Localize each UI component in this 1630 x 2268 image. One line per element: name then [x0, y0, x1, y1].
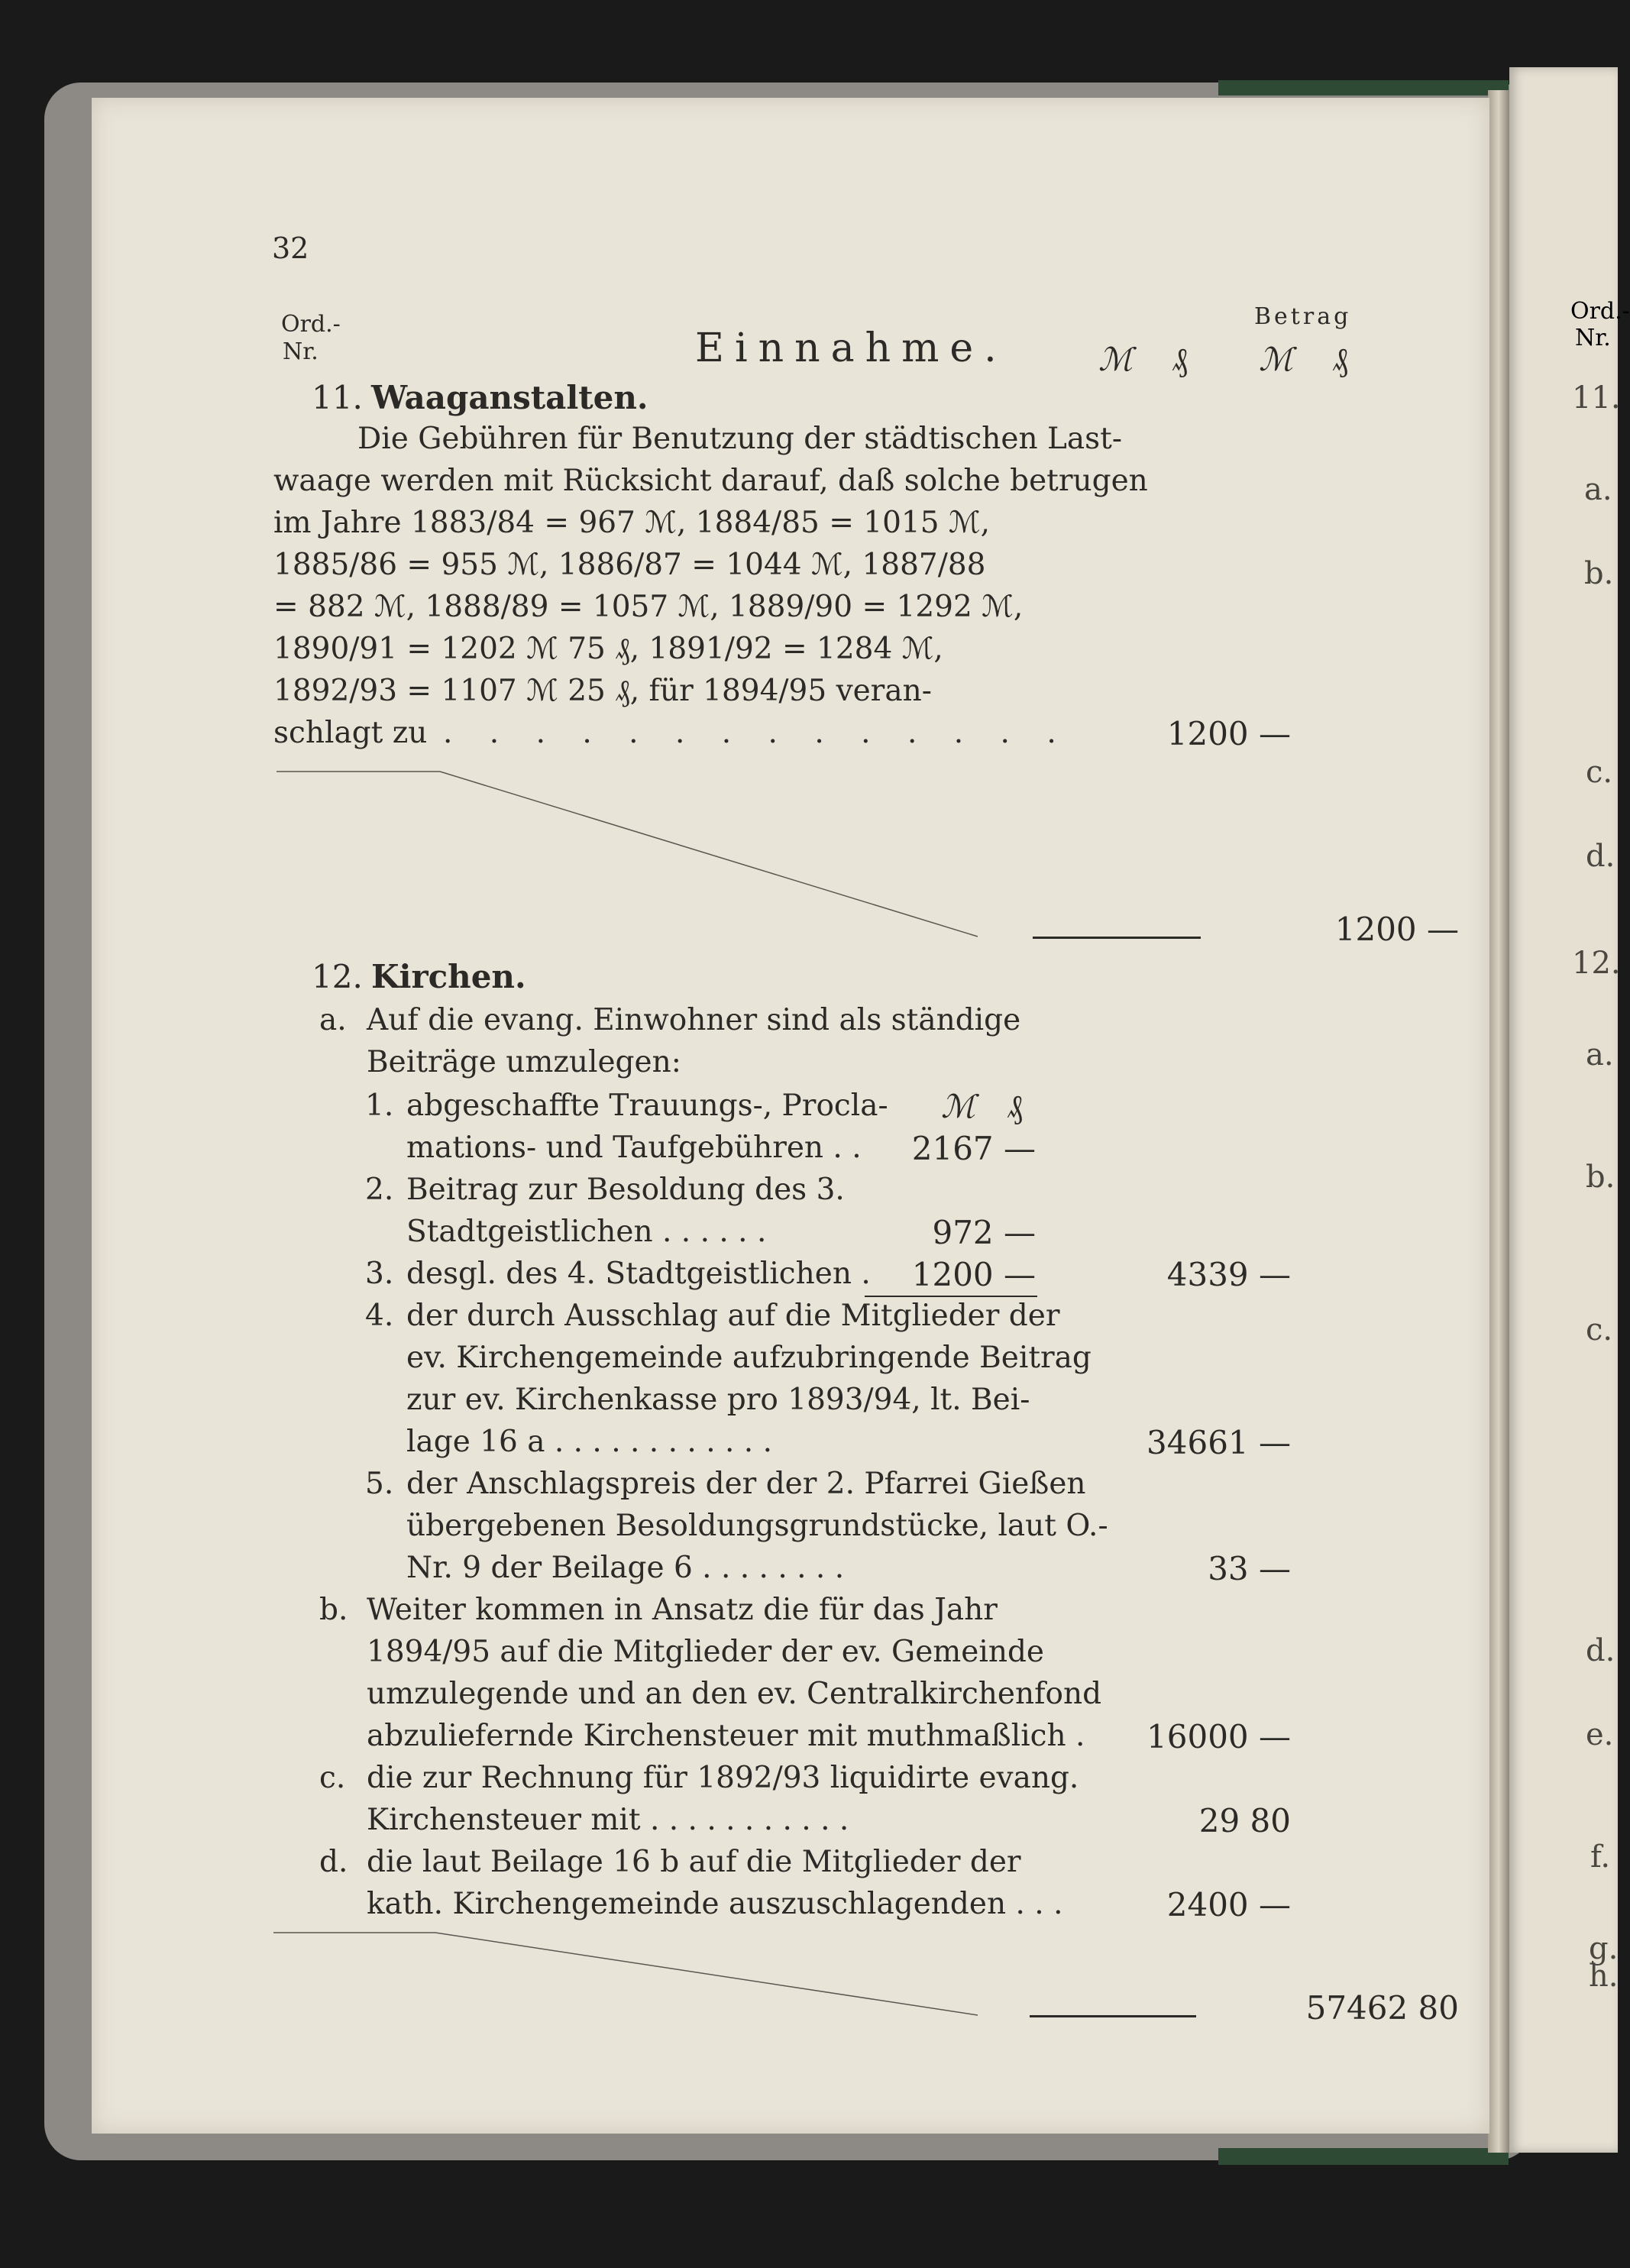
ord-nr-label-line2: Nr. [283, 338, 319, 365]
section-11-line: waage werden mit Rücksicht darauf, daß solche betrugen [273, 464, 1148, 498]
item-b-line: Weiter kommen in Ansatz die für das Jahr [367, 1593, 998, 1627]
section-12-total: 57462 80 [1305, 1989, 1459, 2027]
adjacent-page [1509, 67, 1630, 2153]
binding-cloth-bottom [1218, 2148, 1509, 2165]
next-mark: 11. [1572, 380, 1621, 416]
item-b-line: umzulegende und an den ev. Centralkirchenfond [367, 1677, 1102, 1711]
subitem-5-amount: 33 — [1208, 1550, 1291, 1587]
item-d-line: die laut Beilage 16 b auf die Mitglieder der [367, 1845, 1021, 1879]
book-gutter [1488, 90, 1509, 2153]
subitem-3-line: desgl. des 4. Stadtgeistlichen . [406, 1257, 871, 1291]
next-mark: h. [1589, 1959, 1619, 1994]
next-mark: b. [1586, 1160, 1615, 1195]
subitem-4-number: 4. [365, 1299, 394, 1333]
next-mark: f. [1590, 1839, 1611, 1875]
item-d-label: d. [319, 1845, 348, 1879]
subitem-5-number: 5. [365, 1467, 394, 1501]
item-a-label: a. [319, 1003, 347, 1037]
inner-mark-header: ℳ [941, 1088, 975, 1125]
col-pf-header: ₰ [1172, 341, 1188, 378]
section-11-line: 1890/91 = 1202 ℳ 75 ₰, 1891/92 = 1284 ℳ, [273, 632, 943, 666]
item-a-line: Auf die evang. Einwohner sind als ständige [367, 1003, 1021, 1037]
diagonal-rules [92, 98, 1489, 2134]
next-ord-line2: Nr. [1575, 325, 1611, 351]
subitem-4-amount: 34661 — [1146, 1424, 1291, 1461]
section-11-line: 1892/93 = 1107 ℳ 25 ₰, für 1894/95 veran- [273, 674, 932, 708]
next-mark: b. [1584, 556, 1614, 591]
subitem-4-line: zur ev. Kirchenkasse pro 1893/94, lt. Bei- [406, 1383, 1030, 1417]
subitem-4-line: der durch Ausschlag auf die Mitglieder der [406, 1299, 1060, 1333]
page-number: 32 [272, 231, 309, 265]
item-b-label: b. [319, 1593, 348, 1627]
next-mark: a. [1586, 1037, 1614, 1073]
section-11-amount: 1200 — [1166, 715, 1291, 752]
document-page [92, 98, 1489, 2134]
next-mark: c. [1586, 1312, 1613, 1348]
subitem-3-number: 3. [365, 1257, 394, 1291]
section-11-number: 11. [312, 379, 363, 416]
subitem-2-line: Beitrag zur Besoldung des 3. [406, 1173, 845, 1207]
subitem-2-line: Stadtgeistlichen . . . . . . [406, 1215, 767, 1249]
betrag-mark-header: ℳ [1259, 341, 1293, 378]
section-11-line: Die Gebühren für Benutzung der städtischen Last- [357, 422, 1122, 456]
leader-dots: . . . . . . . . . . . . . . [443, 716, 1070, 750]
subitem-5-line: der Anschlagspreis der der 2. Pfarrei Gießen [406, 1467, 1086, 1501]
section-11-line: 1885/86 = 955 ℳ, 1886/87 = 1044 ℳ, 1887/88 [273, 548, 986, 582]
item-b-line: 1894/95 auf die Mitglieder der ev. Gemeinde [367, 1635, 1044, 1669]
item-c-line: die zur Rechnung für 1892/93 liquidirte evang. [367, 1761, 1079, 1795]
next-mark: a. [1584, 472, 1612, 507]
subitem-2-number: 2. [365, 1173, 394, 1207]
ord-nr-label-line1: Ord.- [281, 311, 341, 338]
col-mark-header: ℳ [1098, 341, 1133, 378]
next-mark: c. [1586, 755, 1613, 790]
item-c-label: c. [319, 1761, 346, 1795]
subitem-1-amount: 2167 — [911, 1130, 1036, 1167]
subitem-4-line: ev. Kirchengemeinde aufzubringende Beitrag [406, 1341, 1092, 1375]
subitem-5-line: übergebenen Besoldungsgrundstücke, laut O.- [406, 1509, 1108, 1543]
betrag-label: Betrag [1254, 303, 1352, 330]
item-c-amount: 29 80 [1198, 1802, 1291, 1839]
item-a-line: Beiträge umzulegen: [367, 1045, 681, 1079]
page-title: Einnahme. [695, 325, 1007, 371]
next-mark: d. [1586, 839, 1615, 874]
next-ord-line1: Ord.- [1570, 298, 1630, 325]
betrag-pf-header: ₰ [1332, 341, 1348, 378]
next-mark: d. [1586, 1633, 1615, 1668]
subitems-subtotal: 4339 — [1166, 1256, 1291, 1293]
item-d-amount: 2400 — [1166, 1886, 1291, 1923]
binding-cloth-top [1218, 80, 1509, 95]
subitem-1-number: 1. [365, 1089, 394, 1123]
section-11-line: = 882 ℳ, 1888/89 = 1057 ℳ, 1889/90 = 1292 ℳ, [273, 590, 1024, 624]
item-b-line: abzuliefernde Kirchensteuer mit muthmaßlich . [367, 1719, 1085, 1753]
subitem-4-line: lage 16 a . . . . . . . . . . . . [406, 1425, 772, 1459]
subitem-3-amount: 1200 — [911, 1256, 1036, 1293]
next-mark: g. [1589, 1931, 1619, 1966]
section-11-line: im Jahre 1883/84 = 967 ℳ, 1884/85 = 1015 ℳ, [273, 506, 991, 540]
next-mark: e. [1586, 1717, 1614, 1752]
section-11-last-line: schlagt zu [273, 716, 428, 750]
next-mark: 12. [1572, 946, 1621, 981]
section-11-heading: Waaganstalten. [371, 379, 648, 416]
subitem-1-line: abgeschaffte Trauungs-, Procla- [406, 1089, 888, 1123]
section-12-heading: Kirchen. [371, 958, 526, 995]
item-d-line: kath. Kirchengemeinde auszuschlagenden . . . [367, 1887, 1063, 1921]
section-12-number: 12. [312, 958, 363, 995]
section-11-total: 1200 — [1334, 911, 1459, 948]
inner-pf-header: ₰ [1007, 1088, 1023, 1125]
subitem-1-line: mations- und Taufgebühren . . [406, 1131, 862, 1165]
item-b-amount: 16000 — [1146, 1718, 1291, 1755]
item-c-line: Kirchensteuer mit . . . . . . . . . . . [367, 1803, 849, 1837]
subitem-5-line: Nr. 9 der Beilage 6 . . . . . . . . [406, 1551, 845, 1585]
subitem-2-amount: 972 — [932, 1214, 1036, 1251]
